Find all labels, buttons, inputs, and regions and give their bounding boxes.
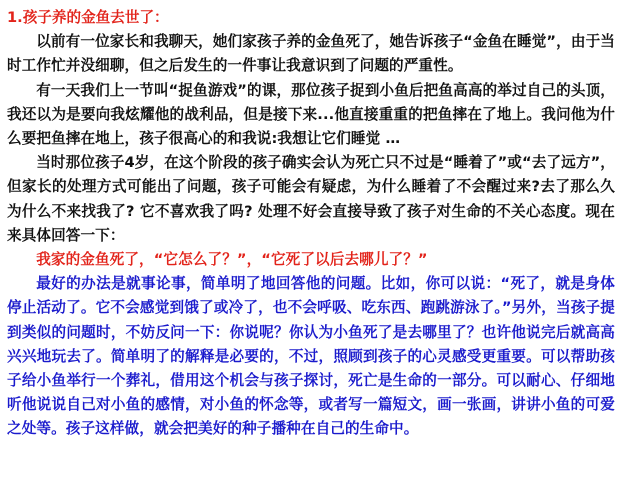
paragraph-story: 有一天我们上一节叫“捉鱼游戏”的课，那位孩子捉到小鱼后把鱼高高的举过自己的头顶，我还以为是要向我炫耀他的战利品，但是接下来...他直接重重的把鱼摔在了地上。我问他为什么要把鱼摔在地上，孩子很高心的和我说:我想让它们睡觉 … — [7, 81, 615, 148]
paragraph-intro: 以前有一位家长和我聊天，她们家孩子养的金鱼死了，她告诉孩子“金鱼在睡觉”，由于当时工作忙并没细聊，但之后发生的一件事让我意识到了问题的严重性。 — [7, 33, 615, 75]
answer-paragraph: 最好的办法是就事论事，简单明了地回答他的问题。比如，你可以说：“死了，就是身体停止活动了。它不会感觉到饿了或冷了，也不会呼吸、吃东西、跑跳游泳了。”另外，当孩子提到类似的问题时，不妨反问一下：你说呢？你认为小鱼死了是去哪里了？也许他说完后就高高兴兴地玩去了。简单明了的解释是必要的，不过，照顾到孩子的心灵感受更重要。可以帮助孩子给小鱼举行一个葬礼，借用这个机会与孩子探讨，死亡是生命的一部分。可以耐心、仔细地听他说说自己对小鱼的感情，对小鱼的怀念等，或者写一篇短文，画一张画，讲讲小鱼的可爱之处等。孩子这样做，就会把美好的种子播种在自己的生命中。 — [7, 275, 615, 438]
paragraph-analysis: 当时那位孩子4岁，在这个阶段的孩子确实会认为死亡只不过是“睡着了”或“去了远方”，但家长的处理方式可能出了问题，孩子可能会有疑虑，为什么睡着了不会醒过来?去了那么久为什么不来找我了? 它不喜欢我了吗? 处理不好会直接导致了孩子对生命的不关心态度。现在来具体回答一下： — [7, 154, 615, 244]
section-heading: 1.孩子养的金鱼去世了： — [7, 9, 169, 26]
question-line: 我家的金鱼死了，“它怎么了？”，“它死了以后去哪儿了？” — [36, 251, 428, 269]
